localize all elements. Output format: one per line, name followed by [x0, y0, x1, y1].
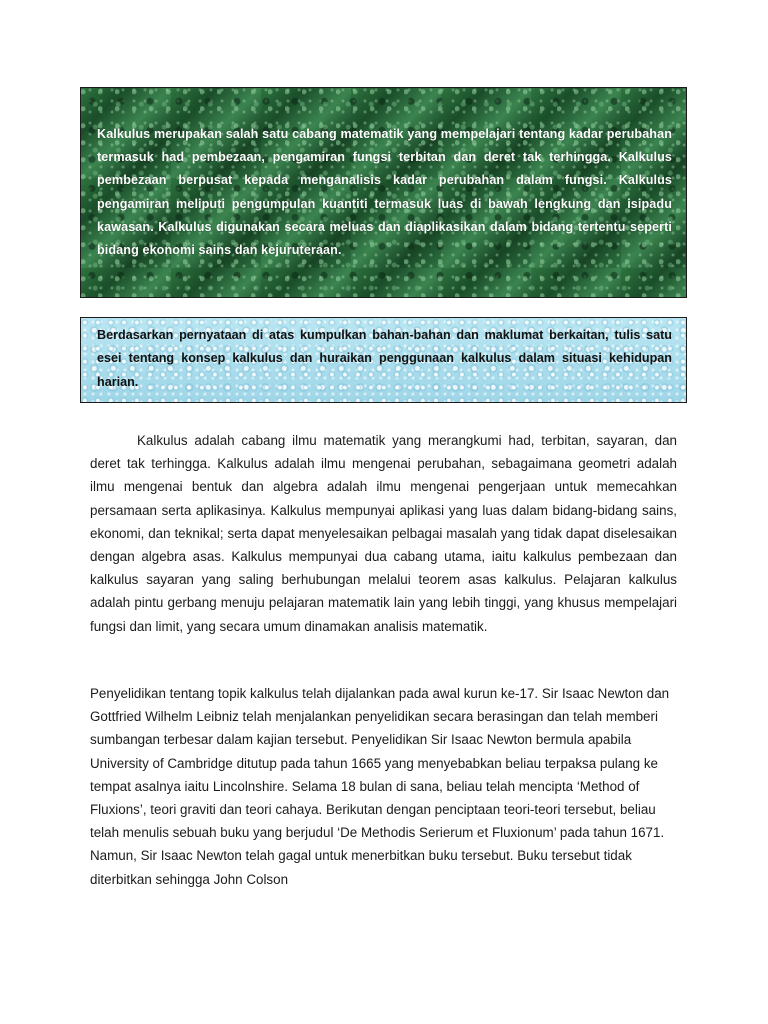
task-box	[80, 317, 687, 403]
paragraph-1: Kalkulus adalah cabang ilmu matematik yang merangkumi had, terbitan, sayaran, dan deret tak terhingga. Kalkulus adalah ilmu mengenai perubahan, sebagaimana geometri adalah ilmu mengenai bentuk dan algebra adalah ilmu mengenai pengerjaan untuk memecahkan persamaan serta aplikasinya. Kalkulus mempunyai aplikasi yang luas dalam bidang-bidang sains, ekonomi, dan teknikal; serta dapat menyelesaikan pelbagai masalah yang tidak dapat diselesaikan dengan algebra asas. Kalkulus mempunyai dua cabang utama, iaitu kalkulus pembezaan dan kalkulus sayaran yang saling berhubungan melalui teorem asas kalkulus. Pelajaran kalkulus adalah pintu gerbang menuju pelajaran matematik lain yang lebih tinggi, yang khusus mempelajari fungsi dan limit, yang secara umum dinamakan analisis matematik.	[90, 433, 677, 634]
intro-text: Kalkulus merupakan salah satu cabang matematik yang mempelajari tentang kadar perubahan termasuk had pembezaan, pengamiran fungsi terbitan dan deret tak terhingga. Kalkulus pembezaan berpusat kepada menganalisis kadar perubahan dalam fungsi. Kalkulus pengamiran meliputi pengumpulan kuantiti termasuk luas di bawah lengkung dan isipadu kawasan. Kalkulus digunakan secara meluas dan diaplikasikan dalam bidang tertentu seperti bidang ekonomi sains dan kejuruteraan.	[97, 127, 672, 258]
intro-box	[80, 87, 687, 298]
task-text: Berdasarkan pernyataan di atas kumpulkan bahan-bahan dan maklumat berkaitan, tulis satu esei tentang konsep kalkulus dan huraikan penggunaan kalkulus dalam situasi kehidupan harian.	[97, 328, 672, 389]
paragraph-2: Penyelidikan tentang topik kalkulus telah dijalankan pada awal kurun ke-17. Sir Isaac Newton dan Gottfried Wilhelm Leibniz telah menjalankan penyelidikan secara berasingan dan telah memberi sumbangan terbesar dalam kajian tersebut. Penyelidikan Sir Isaac Newton bermula apabila University of Cambridge ditutup pada tahun 1665 yang menyebabkan beliau terpaksa pulang ke tempat asalnya iaitu Lincolnshire. Selama 18 bulan di sana, beliau telah mencipta ‘Method of Fluxions’, teori graviti dan teori cahaya. Berikutan dengan penciptaan teori-teori tersebut, beliau telah menulis sebuah buku yang berjudul ‘De Methodis Serierum et Fluxionum’ pada tahun 1671. Namun, Sir Isaac Newton telah gagal untuk menerbitkan buku tersebut. Buku tersebut tidak diterbitkan sehingga John Colson	[90, 686, 670, 887]
